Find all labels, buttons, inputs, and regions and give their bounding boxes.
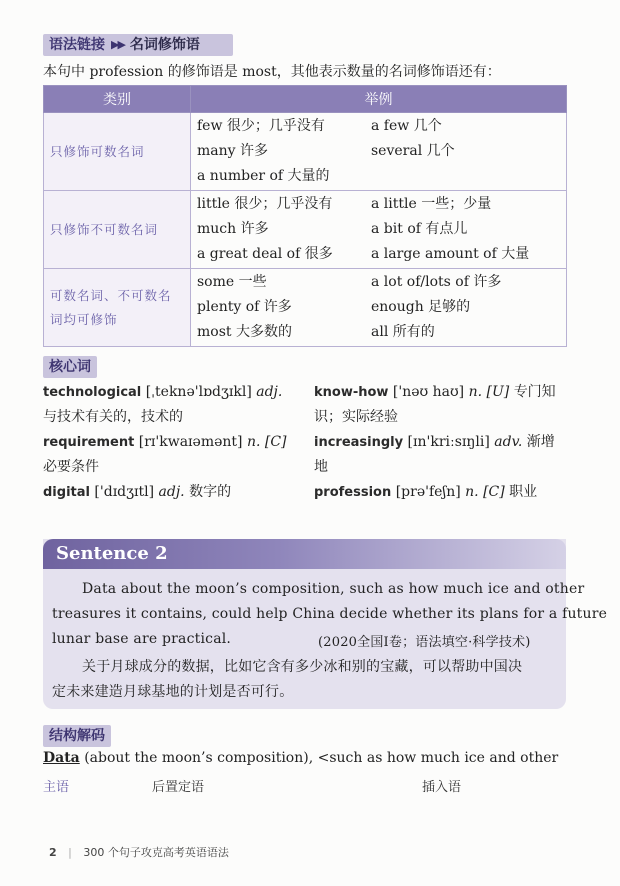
vocab-pos: adv. bbox=[494, 434, 523, 450]
vocab-entry bbox=[43, 480, 305, 505]
grammar-link-tag bbox=[43, 34, 233, 56]
vocab-meaning: 数字的 bbox=[189, 484, 232, 500]
table-cell-category: 只修饰可数名词 bbox=[44, 113, 191, 191]
example-item: a lot of/lots of 许多 bbox=[371, 274, 502, 290]
vocab-word: digital bbox=[43, 485, 90, 500]
vocab-word: increasingly bbox=[314, 435, 404, 450]
core-words-tag: 核心词 bbox=[43, 356, 97, 378]
example-item: little 很少；几乎没有 bbox=[197, 196, 333, 212]
example-item: a few 几个 bbox=[371, 118, 442, 134]
vocab-meaning: 必要条件 bbox=[43, 459, 99, 475]
grammar-link-label: 语法链接 bbox=[49, 37, 105, 53]
table-cell-examples bbox=[191, 113, 567, 191]
book-title: 300 个句子攻克高考英语语法 bbox=[83, 846, 229, 859]
vocab-word: requirement bbox=[43, 435, 135, 450]
example-item: many 许多 bbox=[197, 143, 268, 159]
vocab-entry bbox=[314, 480, 568, 505]
table-cell-examples bbox=[191, 191, 567, 269]
structure-subject: Data bbox=[43, 750, 80, 766]
example-item: a bit of 有点儿 bbox=[371, 221, 468, 237]
table-header-category: 类别 bbox=[44, 86, 191, 113]
sentence-cn-line-1: 关于月球成分的数据，比如它含有多少冰和别的宝藏，可以帮助中国决 bbox=[82, 659, 523, 675]
sentence-en-line-1: Data about the moon’s composition, such as how much ice and other bbox=[82, 581, 585, 597]
table-cell-category: 只修饰不可数名词 bbox=[44, 191, 191, 269]
vocab-word: know-how bbox=[314, 385, 389, 400]
example-item: a little 一些；少量 bbox=[371, 196, 492, 212]
example-item: a large amount of 大量 bbox=[371, 246, 530, 262]
vocab-pos: n. [U] bbox=[468, 384, 510, 400]
table-row bbox=[44, 269, 567, 347]
vocab-entry bbox=[43, 380, 305, 430]
example-item: a great deal of 很多 bbox=[197, 246, 333, 262]
table-cell-category: 可数名词、不可数名词均可修饰 bbox=[44, 269, 191, 347]
vocab-ipa: [ɪn'kriːsɪŋli] bbox=[403, 434, 495, 450]
sentence-en-line-3: lunar base are practical. bbox=[52, 631, 232, 647]
modifier-table bbox=[43, 85, 567, 347]
vocab-entry bbox=[314, 380, 568, 430]
table-row bbox=[44, 113, 567, 191]
page-number: 2 bbox=[49, 846, 57, 859]
example-item: plenty of 许多 bbox=[197, 299, 292, 315]
example-item: enough 足够的 bbox=[371, 299, 471, 315]
sentence-source: (2020全国Ⅰ卷；语法填空·科学技术) bbox=[318, 635, 531, 650]
structure-tag: 结构解码 bbox=[43, 725, 111, 747]
vocab-pos: n. [C] bbox=[246, 434, 287, 450]
vocab-meaning: 职业 bbox=[509, 484, 538, 500]
sentence-title: Sentence 2 bbox=[56, 543, 168, 564]
double-arrow-icon: ▶▶ bbox=[111, 38, 124, 51]
vocab-ipa: ['nəʊ haʊ] bbox=[388, 384, 469, 400]
vocab-pos: adj. bbox=[256, 384, 283, 400]
label-subject: 主语 bbox=[43, 780, 70, 795]
example-item: all 所有的 bbox=[371, 324, 435, 340]
footer-divider: | bbox=[68, 846, 72, 859]
label-parenthesis: 插入语 bbox=[422, 780, 462, 795]
sentence-cn-line-2: 定未来建造月球基地的计划是否可行。 bbox=[52, 684, 294, 700]
structure-sentence bbox=[43, 750, 568, 766]
sentence-en-line-2: treasures it contains, could help China decide whether its plans for a future bbox=[52, 606, 608, 622]
vocab-word: technological bbox=[43, 385, 142, 400]
vocab-ipa: [rɪ'kwaɪəmənt] bbox=[134, 434, 247, 450]
vocab-entry bbox=[43, 430, 305, 480]
vocab-column-left bbox=[43, 380, 305, 505]
vocab-meaning: 与技术有关的，技术的 bbox=[43, 409, 183, 425]
example-item: most 大多数的 bbox=[197, 324, 292, 340]
vocab-pos: adj. bbox=[158, 484, 185, 500]
vocab-ipa: [prə'feʃn] bbox=[391, 484, 466, 500]
table-cell-examples bbox=[191, 269, 567, 347]
example-item bbox=[371, 164, 560, 189]
table-row bbox=[44, 191, 567, 269]
intro-text: 本句中 profession 的修饰语是 most，其他表示数量的名词修饰语还有： bbox=[43, 64, 501, 80]
vocab-pos: n. [C] bbox=[465, 484, 505, 500]
table-header-examples: 举例 bbox=[191, 86, 567, 113]
vocab-column-right bbox=[314, 380, 568, 505]
example-item: much 许多 bbox=[197, 221, 269, 237]
vocab-entry bbox=[314, 430, 568, 480]
example-item: few 很少；几乎没有 bbox=[197, 118, 325, 134]
example-item: a number of 大量的 bbox=[197, 168, 330, 184]
grammar-link-subtitle: 名词修饰语 bbox=[129, 37, 200, 53]
label-post-attribute: 后置定语 bbox=[152, 780, 205, 795]
structure-rest: (about the moon’s composition), <such as how much ice and other bbox=[79, 750, 559, 766]
vocab-ipa: ['dɪdʒɪtl] bbox=[89, 484, 159, 500]
example-item: some 一些 bbox=[197, 274, 267, 290]
vocab-meaning: 专门知识；实际经验 bbox=[314, 384, 556, 425]
vocab-ipa: [ˌteknə'lɒdʒɪkl] bbox=[141, 384, 257, 400]
vocab-word: profession bbox=[314, 485, 392, 500]
example-item: several 几个 bbox=[371, 143, 455, 159]
vocab-meaning: 渐增地 bbox=[314, 434, 555, 475]
page-footer bbox=[49, 844, 229, 860]
